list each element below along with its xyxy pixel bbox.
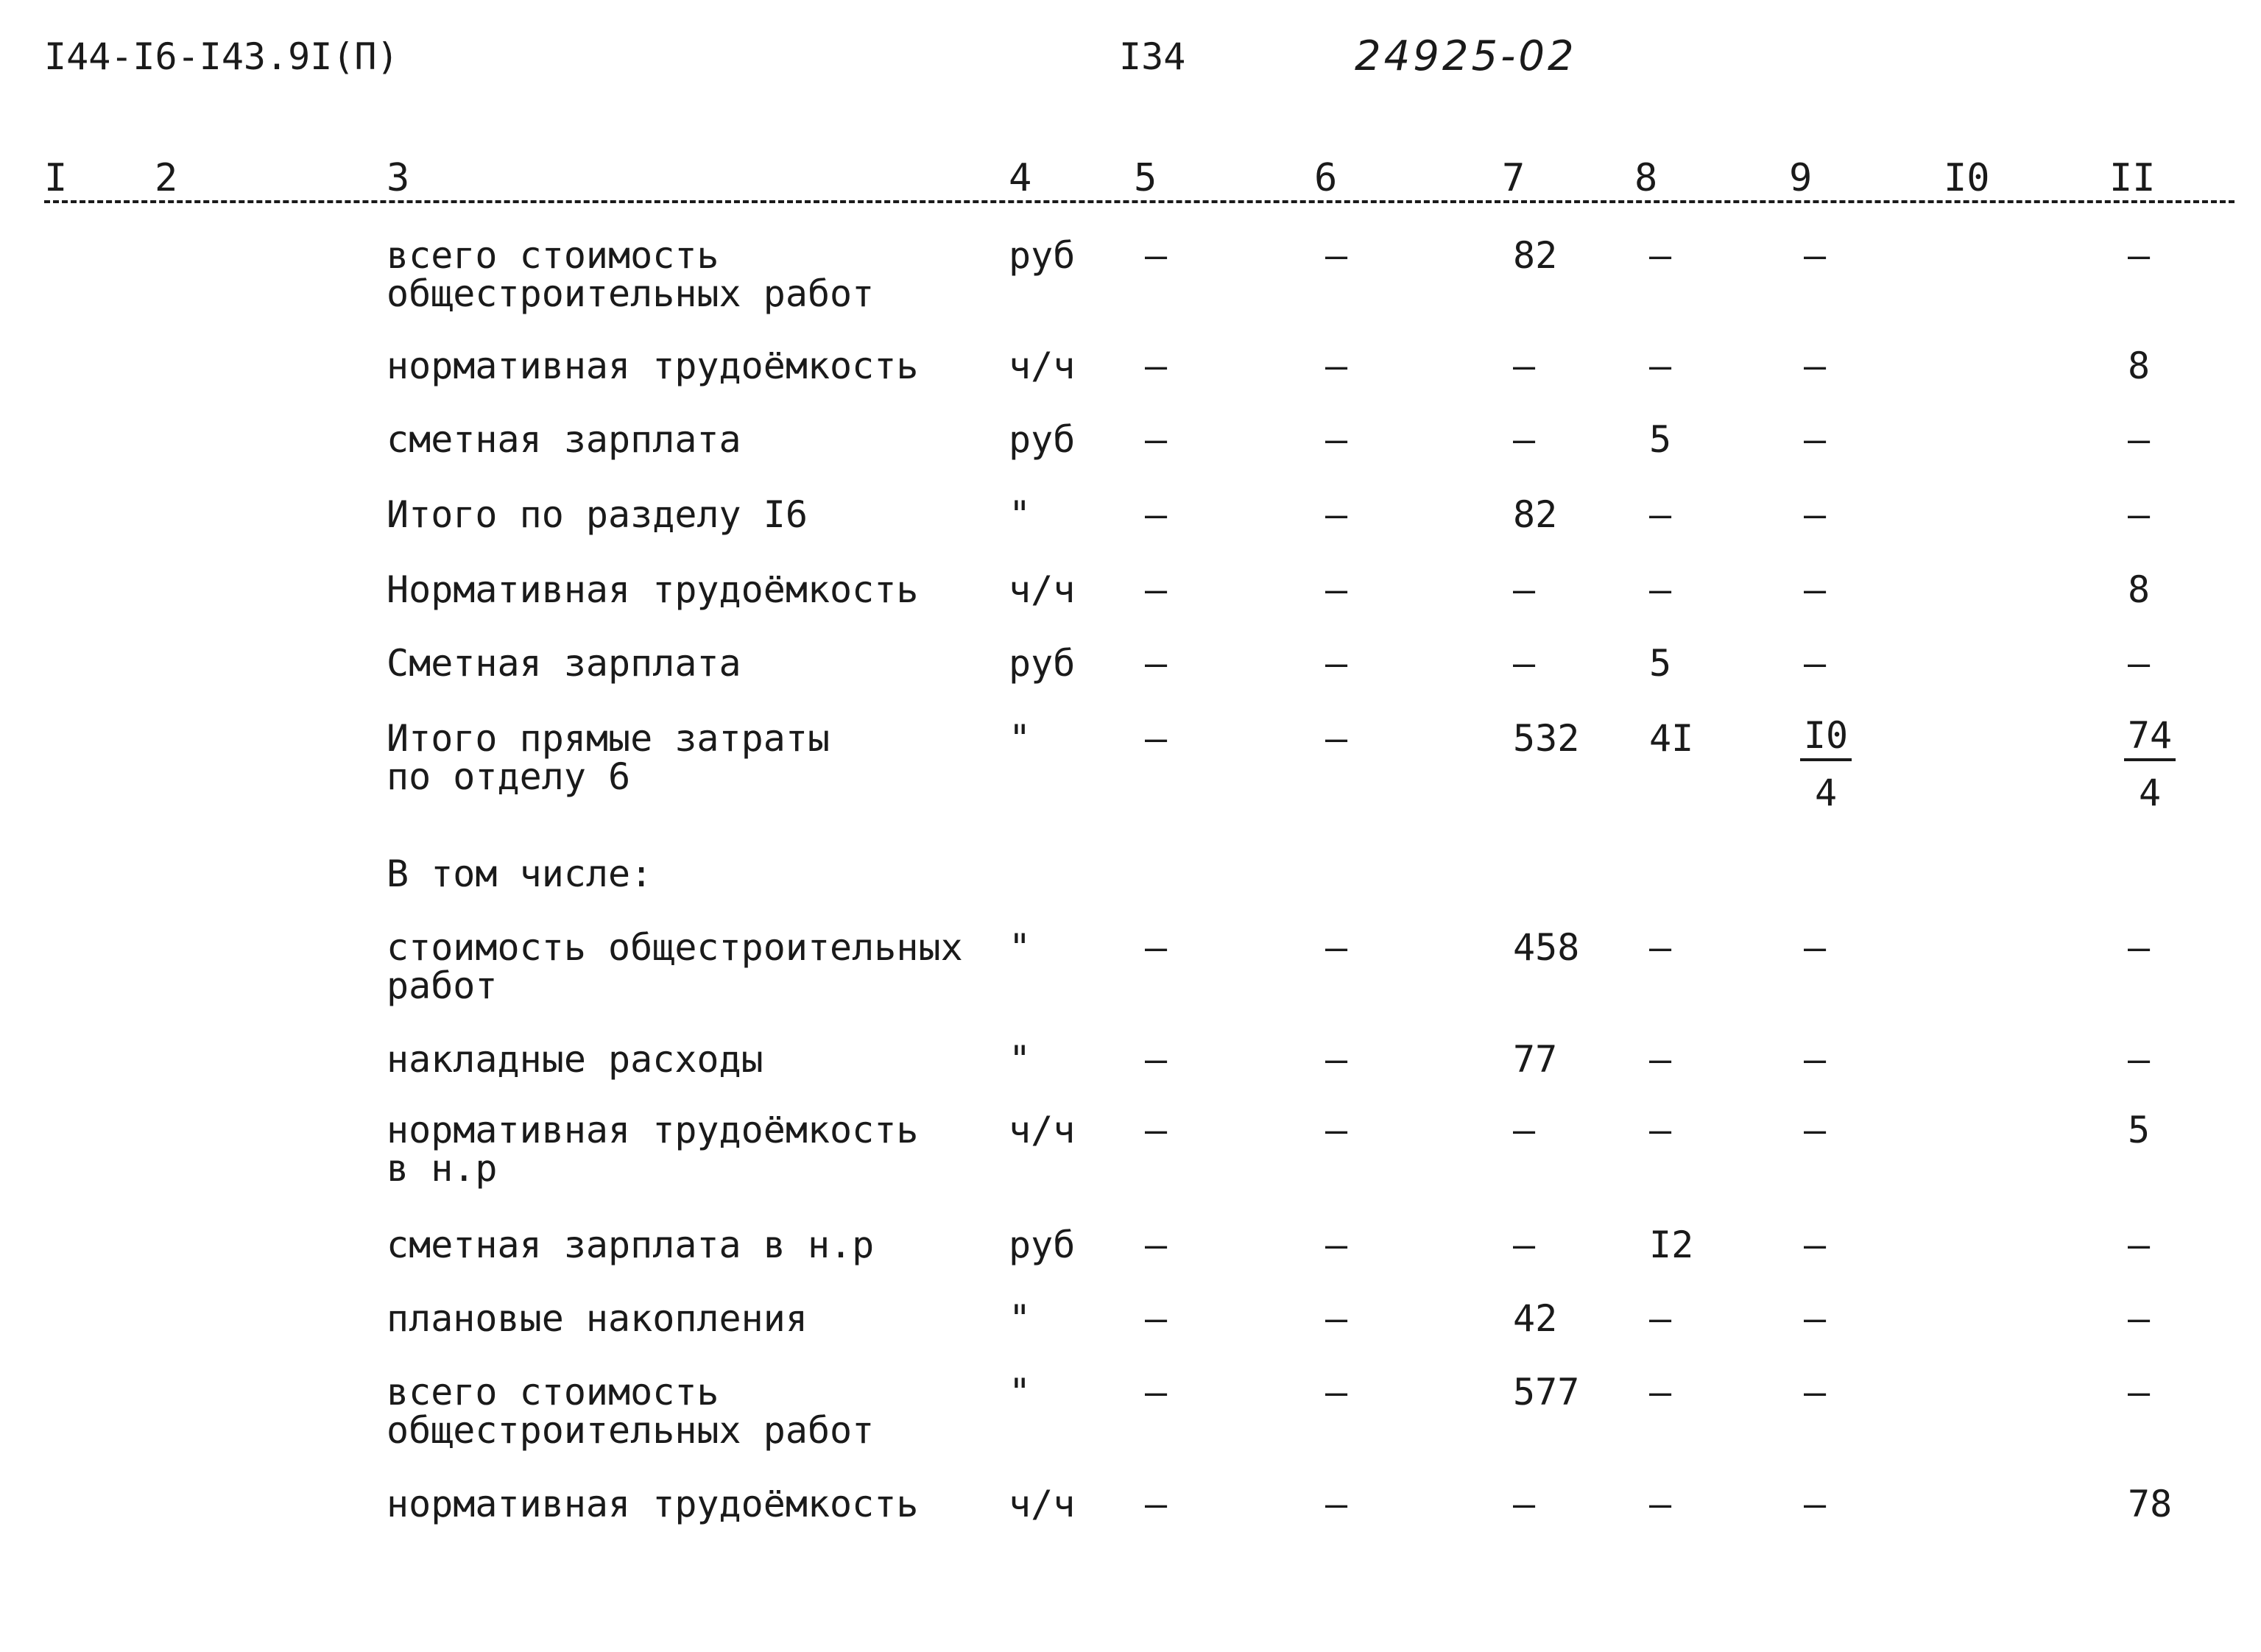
- row-label: сметная зарплата в н.р: [387, 1224, 875, 1266]
- row-label: Итого по разделу I6: [387, 493, 808, 536]
- row-label: нормативная трудоёмкость: [387, 1483, 919, 1525]
- row-unit: ч/ч: [1009, 568, 1076, 611]
- column-header-4: 4: [1009, 156, 1032, 200]
- cell-c7: –: [1513, 345, 1536, 387]
- row-label: нормативная трудоёмкость: [387, 345, 919, 387]
- column-header-1: I: [44, 156, 68, 200]
- row-unit: руб: [1009, 418, 1076, 461]
- row-unit: ч/ч: [1009, 1109, 1076, 1151]
- cell-c6: –: [1325, 1297, 1348, 1340]
- row-unit: ": [1009, 1371, 1031, 1413]
- cell-c8: –: [1649, 1109, 1672, 1151]
- cell-c8: –: [1649, 1483, 1672, 1525]
- cell-c6: –: [1325, 345, 1348, 387]
- cell-c6: –: [1325, 418, 1348, 461]
- cell-c9-fraction: [1800, 714, 1852, 814]
- cell-c9: –: [1804, 1109, 1827, 1151]
- cell-c7: –: [1513, 1224, 1536, 1266]
- row-unit: ч/ч: [1009, 345, 1076, 387]
- cell-c6: –: [1325, 1109, 1348, 1151]
- cell-c5: –: [1145, 234, 1168, 277]
- cell-c11: –: [2128, 493, 2151, 536]
- row-unit: ": [1009, 926, 1031, 969]
- cell-c7: 77: [1513, 1038, 1558, 1081]
- cell-c7: 82: [1513, 234, 1558, 277]
- cell-c11-fraction-numerator: 74: [2124, 717, 2176, 761]
- document-code: I44-I6-I43.9I(П): [44, 35, 399, 78]
- row-unit: ": [1009, 717, 1031, 760]
- cell-c7: –: [1513, 418, 1536, 461]
- cell-c5: –: [1145, 1371, 1168, 1413]
- row-label: всего стоимость: [387, 234, 719, 277]
- row-unit: ": [1009, 1038, 1031, 1081]
- cell-c8: –: [1649, 926, 1672, 969]
- cell-c11: 8: [2128, 568, 2151, 611]
- cell-c7: –: [1513, 1483, 1536, 1525]
- row-unit: ": [1009, 1297, 1031, 1340]
- cell-c9: –: [1804, 642, 1827, 685]
- cell-c7: –: [1513, 642, 1536, 685]
- cell-c8: –: [1649, 1297, 1672, 1340]
- cell-c5: –: [1145, 493, 1168, 536]
- cell-c11: –: [2128, 418, 2151, 461]
- row-label: Сметная зарплата: [387, 642, 741, 685]
- cell-c7: 577: [1513, 1371, 1580, 1413]
- cell-c11: –: [2128, 642, 2151, 685]
- cell-c11-fraction: [2124, 714, 2176, 814]
- cell-c9: –: [1804, 1483, 1827, 1525]
- cell-c5: –: [1145, 926, 1168, 969]
- document-number: 24925-02: [1355, 32, 1577, 80]
- cell-c8: –: [1649, 493, 1672, 536]
- cell-c5: –: [1145, 1483, 1168, 1525]
- row-label: работ: [387, 964, 498, 1007]
- row-label: Итого прямые затраты: [387, 717, 830, 760]
- cell-c5: –: [1145, 1038, 1168, 1081]
- cell-c8: –: [1649, 568, 1672, 611]
- column-header-11: II: [2109, 156, 2156, 200]
- cell-c5: –: [1145, 1224, 1168, 1266]
- cell-c7: 532: [1513, 717, 1580, 760]
- cell-c11: 8: [2128, 345, 2151, 387]
- cell-c5: –: [1145, 1109, 1168, 1151]
- cell-c6: –: [1325, 234, 1348, 277]
- column-header-6: 6: [1314, 156, 1338, 200]
- row-unit: ч/ч: [1009, 1483, 1076, 1525]
- column-header-2: 2: [155, 156, 178, 200]
- cell-c8: 4I: [1649, 717, 1694, 760]
- row-label: нормативная трудоёмкость: [387, 1109, 919, 1151]
- cell-c6: –: [1325, 1038, 1348, 1081]
- column-header-3: 3: [387, 156, 410, 200]
- cell-c6: –: [1325, 493, 1348, 536]
- cell-c7: 82: [1513, 493, 1558, 536]
- cell-c9: –: [1804, 493, 1827, 536]
- cell-c7: 458: [1513, 926, 1580, 969]
- cell-c11: –: [2128, 234, 2151, 277]
- row-unit: ": [1009, 493, 1031, 536]
- cell-c9: –: [1804, 1038, 1827, 1081]
- column-header-5: 5: [1134, 156, 1157, 200]
- row-label: накладные расходы: [387, 1038, 763, 1081]
- cell-c8: 5: [1649, 642, 1672, 685]
- column-header-9: 9: [1789, 156, 1813, 200]
- cell-c7: 42: [1513, 1297, 1558, 1340]
- row-label: общестроительных работ: [387, 1409, 875, 1452]
- cell-c5: –: [1145, 642, 1168, 685]
- cell-c8: –: [1649, 345, 1672, 387]
- cell-c11: –: [2128, 1297, 2151, 1340]
- cell-c9: –: [1804, 418, 1827, 461]
- cell-c7: –: [1513, 568, 1536, 611]
- cell-c5: –: [1145, 345, 1168, 387]
- cell-c8: –: [1649, 234, 1672, 277]
- cell-c6: –: [1325, 1371, 1348, 1413]
- cell-c11: –: [2128, 926, 2151, 969]
- row-label: сметная зарплата: [387, 418, 741, 461]
- cell-c6: –: [1325, 926, 1348, 969]
- row-unit: руб: [1009, 642, 1076, 685]
- cell-c9: –: [1804, 345, 1827, 387]
- cell-c9: –: [1804, 1224, 1827, 1266]
- cell-c9: –: [1804, 926, 1827, 969]
- cell-c5: –: [1145, 418, 1168, 461]
- page-number: I34: [1119, 35, 1186, 78]
- column-header-8: 8: [1634, 156, 1658, 200]
- row-label: плановые накопления: [387, 1297, 808, 1340]
- cell-c6: –: [1325, 717, 1348, 760]
- cell-c8: 5: [1649, 418, 1672, 461]
- cell-c11: –: [2128, 1038, 2151, 1081]
- row-label: в н.р: [387, 1147, 498, 1190]
- cell-c5: –: [1145, 1297, 1168, 1340]
- cell-c11: –: [2128, 1371, 2151, 1413]
- cell-c6: –: [1325, 1224, 1348, 1266]
- row-label: всего стоимость: [387, 1371, 719, 1413]
- header-divider: [44, 200, 2234, 203]
- cell-c8: –: [1649, 1371, 1672, 1413]
- column-header-7: 7: [1502, 156, 1525, 200]
- cell-c5: –: [1145, 568, 1168, 611]
- cell-c9: –: [1804, 1371, 1827, 1413]
- row-label: общестроительных работ: [387, 272, 875, 315]
- cell-c6: –: [1325, 568, 1348, 611]
- cell-c9: –: [1804, 234, 1827, 277]
- cell-c11: 5: [2128, 1109, 2151, 1151]
- column-header-10: I0: [1944, 156, 1990, 200]
- cell-c7: –: [1513, 1109, 1536, 1151]
- cell-c11-fraction-denominator: 4: [2138, 772, 2162, 814]
- row-unit: руб: [1009, 234, 1076, 277]
- row-label: стоимость общестроительных: [387, 926, 963, 969]
- cell-c9-fraction-denominator: 4: [1814, 772, 1838, 814]
- cell-c11: –: [2128, 1224, 2151, 1266]
- cell-c5: –: [1145, 717, 1168, 760]
- cell-c9: –: [1804, 568, 1827, 611]
- cell-c11: 78: [2128, 1483, 2173, 1525]
- cell-c9-fraction-numerator: I0: [1800, 717, 1852, 761]
- row-unit: руб: [1009, 1224, 1076, 1266]
- cell-c8: –: [1649, 1038, 1672, 1081]
- row-label: Нормативная трудоёмкость: [387, 568, 919, 611]
- row-label: по отделу 6: [387, 755, 631, 798]
- row-label: В том числе:: [387, 853, 653, 895]
- cell-c8: I2: [1649, 1224, 1694, 1266]
- cell-c6: –: [1325, 642, 1348, 685]
- cell-c6: –: [1325, 1483, 1348, 1525]
- cell-c9: –: [1804, 1297, 1827, 1340]
